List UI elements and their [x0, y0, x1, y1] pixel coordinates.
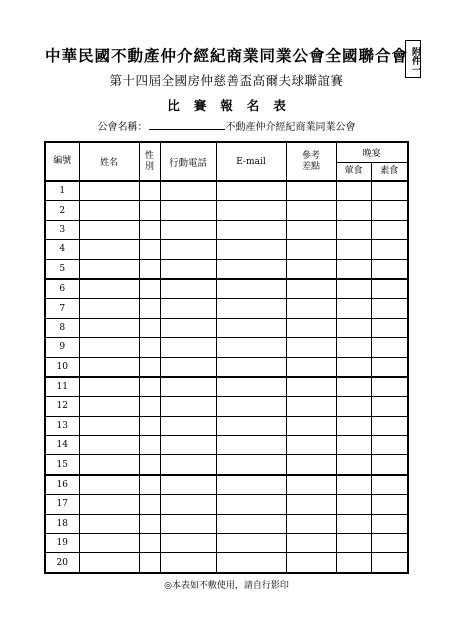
- mobile-cell[interactable]: [160, 534, 216, 553]
- name-cell[interactable]: [79, 259, 139, 279]
- table-row: [45, 475, 408, 495]
- table-row: [45, 279, 408, 299]
- mobile-cell[interactable]: [160, 299, 216, 318]
- reference-point-cell[interactable]: [286, 220, 336, 239]
- table-row: [45, 220, 408, 239]
- name-cell[interactable]: [79, 220, 139, 239]
- form-title: 比賽報名表: [167, 98, 300, 113]
- mobile-cell[interactable]: [160, 495, 216, 514]
- reference-point-cell[interactable]: [286, 377, 336, 397]
- name-cell[interactable]: [79, 553, 139, 573]
- header-reference-point: 參考差點: [286, 142, 336, 181]
- email-cell[interactable]: [216, 534, 286, 553]
- name-cell[interactable]: [79, 357, 139, 377]
- gender-cell[interactable]: [139, 201, 160, 220]
- header-email: E-mail: [216, 142, 286, 181]
- meat-cell[interactable]: [336, 475, 371, 495]
- gender-cell[interactable]: [139, 279, 160, 299]
- association-row: [0, 118, 453, 133]
- email-cell[interactable]: [216, 220, 286, 239]
- row-number: 9: [45, 338, 79, 357]
- gender-cell[interactable]: [139, 299, 160, 318]
- header-number: 編號: [45, 142, 79, 181]
- reference-point-cell[interactable]: [286, 201, 336, 220]
- table-row: [45, 495, 408, 514]
- name-cell[interactable]: [79, 240, 139, 259]
- header-mobile: 行動電話: [160, 142, 216, 181]
- email-cell[interactable]: [216, 318, 286, 337]
- reference-point-cell[interactable]: [286, 475, 336, 495]
- vegetarian-cell[interactable]: [371, 201, 408, 220]
- reference-point-cell[interactable]: [286, 495, 336, 514]
- mobile-cell[interactable]: [160, 416, 216, 435]
- vegetarian-cell[interactable]: [371, 495, 408, 514]
- vegetarian-cell[interactable]: [371, 377, 408, 397]
- table-row: [45, 377, 408, 397]
- table-row: [45, 514, 408, 533]
- mobile-cell[interactable]: [160, 553, 216, 573]
- name-cell[interactable]: [79, 299, 139, 318]
- vegetarian-cell[interactable]: [371, 397, 408, 416]
- name-cell[interactable]: [79, 338, 139, 357]
- row-number: 7: [45, 299, 79, 318]
- gender-cell[interactable]: [139, 455, 160, 475]
- vegetarian-cell[interactable]: [371, 338, 408, 357]
- table-row: [45, 455, 408, 475]
- email-cell[interactable]: [216, 455, 286, 475]
- row-number: 15: [45, 455, 79, 475]
- reference-point-cell[interactable]: [286, 514, 336, 533]
- row-number: 10: [45, 357, 79, 377]
- name-cell[interactable]: [79, 514, 139, 533]
- reference-point-cell[interactable]: [286, 534, 336, 553]
- meat-cell[interactable]: [336, 397, 371, 416]
- table-row: [45, 201, 408, 220]
- table-row: [45, 534, 408, 553]
- table-row: [45, 259, 408, 279]
- meat-cell[interactable]: [336, 436, 371, 455]
- mobile-cell[interactable]: [160, 436, 216, 455]
- attachment-badge: 附件一: [405, 40, 421, 78]
- header-name: 姓名: [79, 142, 139, 181]
- mobile-cell[interactable]: [160, 475, 216, 495]
- gender-cell[interactable]: [139, 495, 160, 514]
- table-row: [45, 299, 408, 318]
- email-cell[interactable]: [216, 299, 286, 318]
- name-cell[interactable]: [79, 534, 139, 553]
- reference-point-cell[interactable]: [286, 397, 336, 416]
- mobile-cell[interactable]: [160, 318, 216, 337]
- gender-cell[interactable]: [139, 240, 160, 259]
- name-cell[interactable]: [79, 495, 139, 514]
- mobile-cell[interactable]: [160, 357, 216, 377]
- email-cell[interactable]: [216, 416, 286, 435]
- vegetarian-cell[interactable]: [371, 299, 408, 318]
- mobile-cell[interactable]: [160, 220, 216, 239]
- meat-cell[interactable]: [336, 181, 371, 201]
- name-cell[interactable]: [79, 181, 139, 201]
- row-number: 1: [45, 181, 79, 201]
- email-cell[interactable]: [216, 181, 286, 201]
- meat-cell[interactable]: [336, 377, 371, 397]
- mobile-cell[interactable]: [160, 455, 216, 475]
- table-row: [45, 416, 408, 435]
- vegetarian-cell[interactable]: [371, 279, 408, 299]
- gender-cell[interactable]: [139, 514, 160, 533]
- reference-point-cell[interactable]: [286, 357, 336, 377]
- reference-point-cell[interactable]: [286, 436, 336, 455]
- table-row: [45, 240, 408, 259]
- row-number: 13: [45, 416, 79, 435]
- header-banquet: 晚宴: [336, 142, 408, 162]
- mobile-cell[interactable]: [160, 397, 216, 416]
- meat-cell[interactable]: [336, 357, 371, 377]
- header-gender: 性別: [139, 142, 160, 181]
- gender-cell[interactable]: [139, 377, 160, 397]
- row-number: 14: [45, 436, 79, 455]
- name-cell[interactable]: [79, 455, 139, 475]
- table-row: [45, 357, 408, 377]
- row-number: 11: [45, 377, 79, 397]
- meat-cell[interactable]: [336, 318, 371, 337]
- email-cell[interactable]: [216, 475, 286, 495]
- name-cell[interactable]: [79, 416, 139, 435]
- email-cell[interactable]: [216, 377, 286, 397]
- gender-cell[interactable]: [139, 259, 160, 279]
- gender-cell[interactable]: [139, 338, 160, 357]
- meat-cell[interactable]: [336, 338, 371, 357]
- association-label: 公會名稱：: [97, 122, 148, 133]
- row-number: 8: [45, 318, 79, 337]
- mobile-cell[interactable]: [160, 201, 216, 220]
- mobile-cell[interactable]: [160, 240, 216, 259]
- reference-point-cell[interactable]: [286, 279, 336, 299]
- vegetarian-cell[interactable]: [371, 181, 408, 201]
- gender-cell[interactable]: [139, 357, 160, 377]
- vegetarian-cell[interactable]: [371, 240, 408, 259]
- name-cell[interactable]: [79, 475, 139, 495]
- vegetarian-cell[interactable]: [371, 455, 408, 475]
- gender-cell[interactable]: [139, 318, 160, 337]
- row-number: 17: [45, 495, 79, 514]
- email-cell[interactable]: [216, 201, 286, 220]
- row-number: 18: [45, 514, 79, 533]
- table-row: [45, 181, 408, 201]
- email-cell[interactable]: [216, 338, 286, 357]
- meat-cell[interactable]: [336, 299, 371, 318]
- row-number: 2: [45, 201, 79, 220]
- mobile-cell[interactable]: [160, 259, 216, 279]
- footer-note: ◎本表如不敷使用，請自行影印: [164, 581, 289, 591]
- name-cell[interactable]: [79, 436, 139, 455]
- reference-point-cell[interactable]: [286, 299, 336, 318]
- reference-point-cell[interactable]: [286, 455, 336, 475]
- vegetarian-cell[interactable]: [371, 553, 408, 573]
- name-cell[interactable]: [79, 201, 139, 220]
- row-number: 16: [45, 475, 79, 495]
- meat-cell[interactable]: [336, 259, 371, 279]
- header-vegetarian: 素食: [371, 162, 408, 181]
- federation-title: 中華民國不動產仲介經紀商業同業公會全國聯合會: [44, 47, 408, 65]
- name-cell[interactable]: [79, 377, 139, 397]
- mobile-cell[interactable]: [160, 338, 216, 357]
- event-subtitle: 第十四屆全國房仲慈善盃高爾夫球聯誼賽: [109, 73, 344, 88]
- vegetarian-cell[interactable]: [371, 475, 408, 495]
- table-row: [45, 338, 408, 357]
- table-row: [45, 553, 408, 573]
- reference-point-cell[interactable]: [286, 181, 336, 201]
- table-row: [45, 397, 408, 416]
- meat-cell[interactable]: [336, 220, 371, 239]
- mobile-cell[interactable]: [160, 279, 216, 299]
- gender-cell[interactable]: [139, 553, 160, 573]
- reference-point-cell[interactable]: [286, 318, 336, 337]
- row-number: 19: [45, 534, 79, 553]
- meat-cell[interactable]: [336, 534, 371, 553]
- email-cell[interactable]: [216, 397, 286, 416]
- meat-cell[interactable]: [336, 514, 371, 533]
- meat-cell[interactable]: [336, 495, 371, 514]
- meat-cell[interactable]: [336, 455, 371, 475]
- header-meat: 葷食: [336, 162, 371, 181]
- meat-cell[interactable]: [336, 279, 371, 299]
- reference-point-cell[interactable]: [286, 259, 336, 279]
- reference-point-cell[interactable]: [286, 240, 336, 259]
- row-number: 3: [45, 220, 79, 239]
- gender-cell[interactable]: [139, 220, 160, 239]
- meat-cell[interactable]: [336, 201, 371, 220]
- gender-cell[interactable]: [139, 436, 160, 455]
- vegetarian-cell[interactable]: [371, 514, 408, 533]
- gender-cell[interactable]: [139, 397, 160, 416]
- association-value: 不動產仲介經紀商業同業公會: [225, 122, 356, 133]
- vegetarian-cell[interactable]: [371, 534, 408, 553]
- meat-cell[interactable]: [336, 416, 371, 435]
- gender-cell[interactable]: [139, 416, 160, 435]
- row-number: 6: [45, 279, 79, 299]
- registration-table: [44, 141, 409, 574]
- gender-cell[interactable]: [139, 475, 160, 495]
- name-cell[interactable]: [79, 397, 139, 416]
- email-cell[interactable]: [216, 279, 286, 299]
- mobile-cell[interactable]: [160, 181, 216, 201]
- table-body: [45, 181, 408, 573]
- reference-point-cell[interactable]: [286, 338, 336, 357]
- meat-cell[interactable]: [336, 553, 371, 573]
- vegetarian-cell[interactable]: [371, 416, 408, 435]
- vegetarian-cell[interactable]: [371, 318, 408, 337]
- email-cell[interactable]: [216, 495, 286, 514]
- vegetarian-cell[interactable]: [371, 220, 408, 239]
- meat-cell[interactable]: [336, 240, 371, 259]
- gender-cell[interactable]: [139, 181, 160, 201]
- vegetarian-cell[interactable]: [371, 259, 408, 279]
- name-cell[interactable]: [79, 318, 139, 337]
- gender-cell[interactable]: [139, 534, 160, 553]
- vegetarian-cell[interactable]: [371, 357, 408, 377]
- email-cell[interactable]: [216, 436, 286, 455]
- email-cell[interactable]: [216, 514, 286, 533]
- table-row: [45, 436, 408, 455]
- email-cell[interactable]: [216, 357, 286, 377]
- name-cell[interactable]: [79, 279, 139, 299]
- vegetarian-cell[interactable]: [371, 436, 408, 455]
- row-number: 12: [45, 397, 79, 416]
- reference-point-cell[interactable]: [286, 553, 336, 573]
- row-number: 20: [45, 553, 79, 573]
- table-row: [45, 318, 408, 337]
- email-cell[interactable]: [216, 240, 286, 259]
- mobile-cell[interactable]: [160, 514, 216, 533]
- mobile-cell[interactable]: [160, 377, 216, 397]
- email-cell[interactable]: [216, 259, 286, 279]
- email-cell[interactable]: [216, 553, 286, 573]
- row-number: 5: [45, 259, 79, 279]
- association-blank-line[interactable]: [149, 120, 225, 130]
- row-number: 4: [45, 240, 79, 259]
- reference-point-cell[interactable]: [286, 416, 336, 435]
